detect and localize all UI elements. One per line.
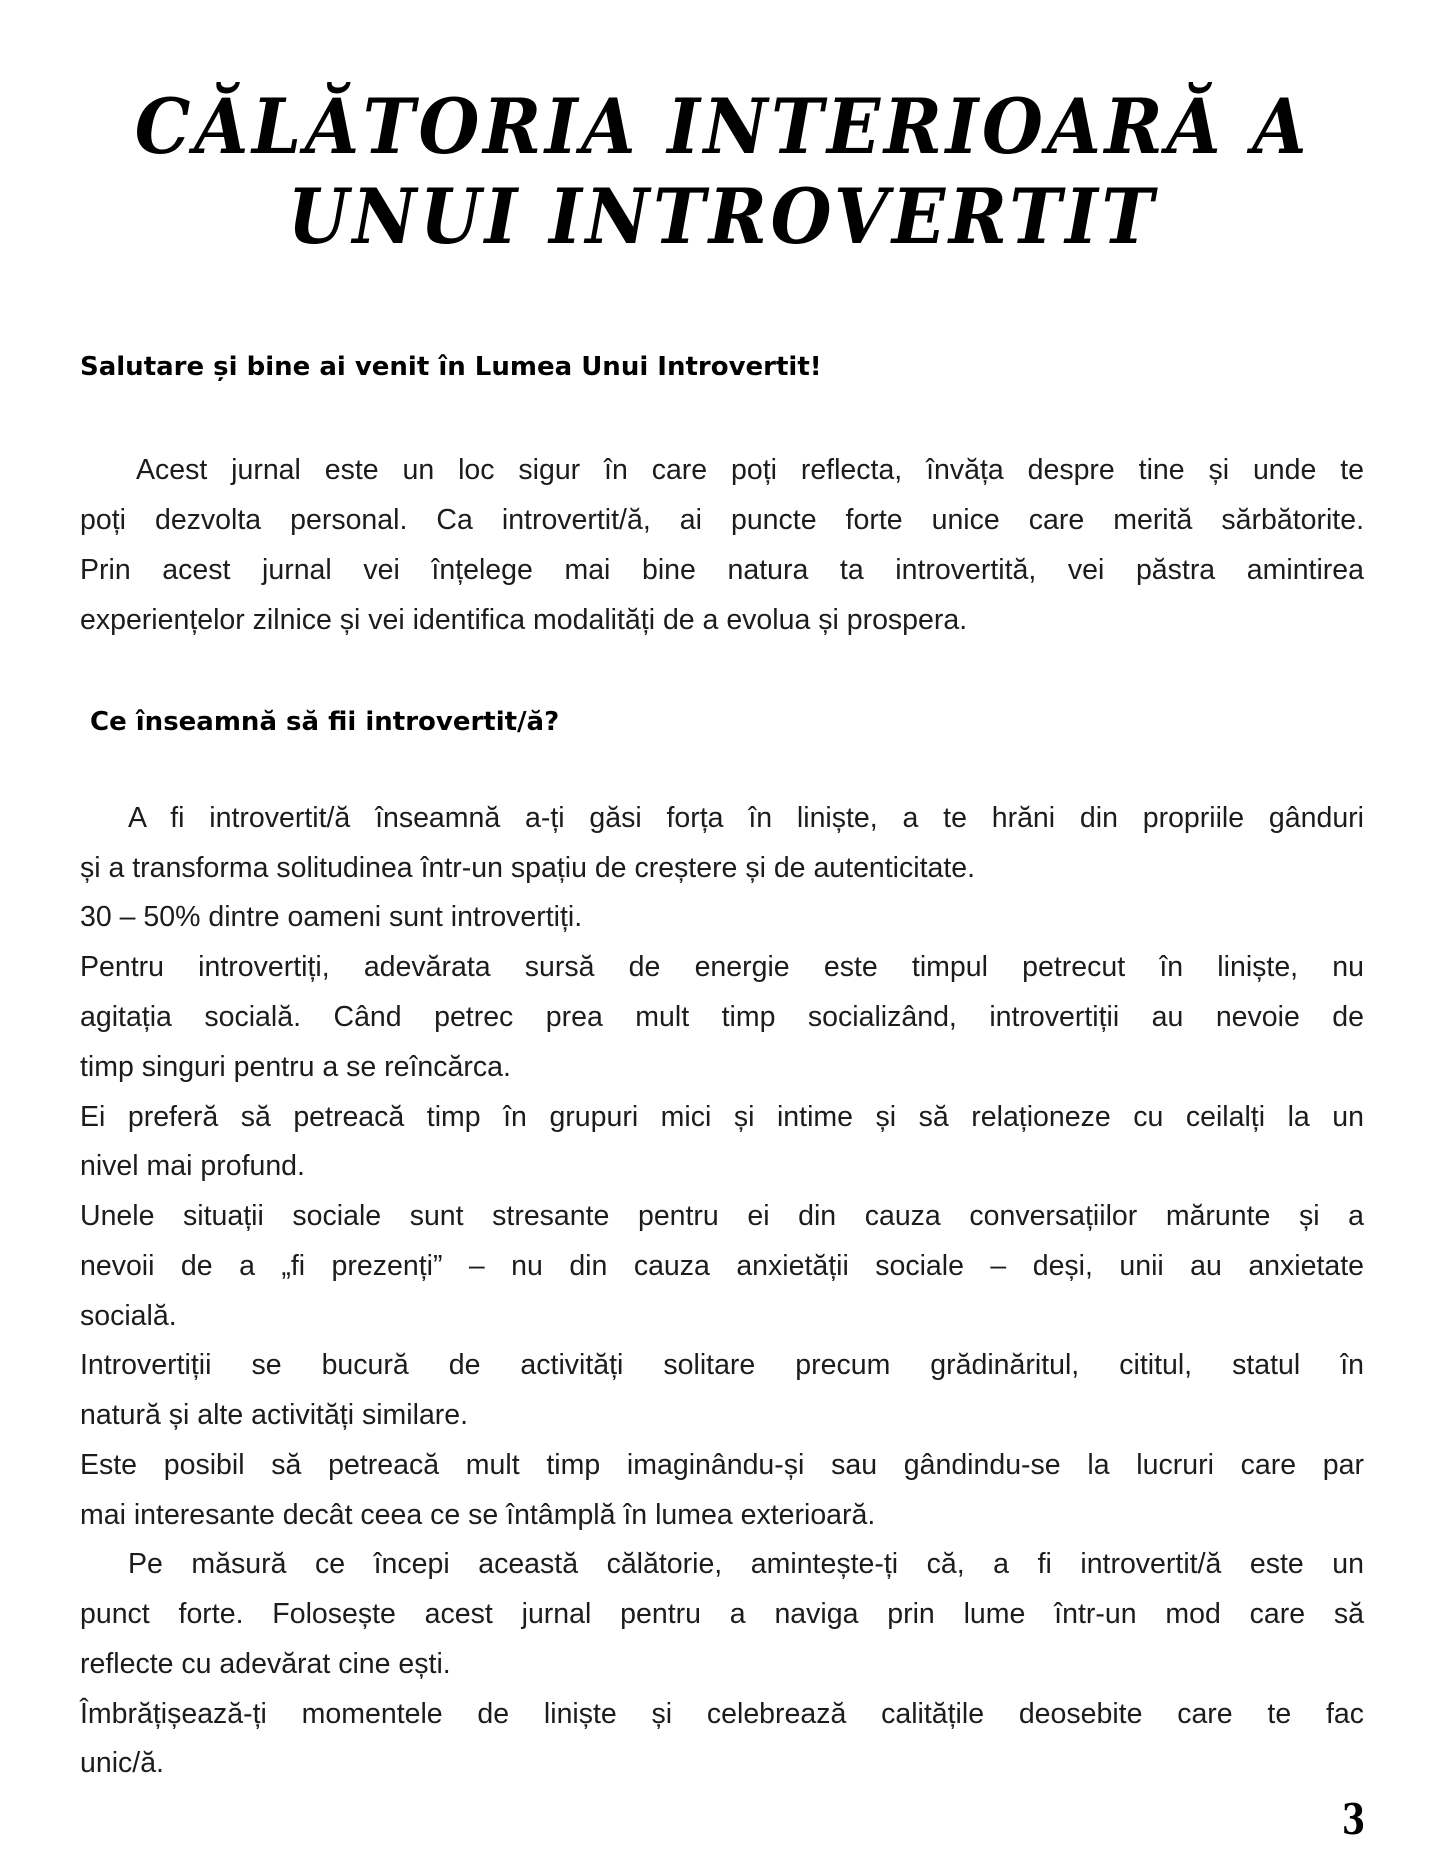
body-line: și a transforma solitudinea într-un spațiu de creștere și de autenticitate. bbox=[80, 852, 976, 884]
intro-line: Prin acest jurnal vei înțelege mai bine natura ta introvertită, vei păstra amintirea bbox=[80, 554, 1364, 586]
body-line: Pe măsură ce începi această călătorie, amintește-ți că, a fi introvertit/ă este un bbox=[128, 1548, 1364, 1580]
title-line: UNUI INTROVERTIT bbox=[287, 172, 1158, 261]
body-line: unic/ă. bbox=[80, 1747, 164, 1779]
body-line: punct forte. Folosește acest jurnal pentru a naviga prin lume într-un mod care să bbox=[80, 1598, 1364, 1630]
body-line: socială. bbox=[80, 1300, 177, 1332]
body-line: A fi introvertit/ă înseamnă a-ți găsi forța în liniște, a te hrăni din propriile gânduri bbox=[128, 802, 1364, 834]
title-line: CĂLĂTORIA INTERIOARĂ A bbox=[134, 82, 1311, 171]
page-title bbox=[58, 82, 1387, 262]
body-line: mai interesante decât ceea ce se întâmplă în lumea exterioară. bbox=[80, 1499, 876, 1531]
body-line: Ei preferă să petreacă timp în grupuri mici și intime și să relaționeze cu ceilalți la un bbox=[80, 1101, 1364, 1133]
body-line: timp singuri pentru a se reîncărca. bbox=[80, 1051, 511, 1083]
intro-line: Acest jurnal este un loc sigur în care poți reflecta, învăța despre tine și unde te bbox=[136, 454, 1364, 486]
page-number: 3 bbox=[1341, 1795, 1365, 1844]
intro-line: experiențelor zilnice și vei identifica modalități de a evolua și prospera. bbox=[80, 604, 968, 636]
body-line: Este posibil să petreacă mult timp imaginându-și sau gândindu-se la lucruri care par bbox=[80, 1449, 1364, 1481]
body-line: reflecte cu adevărat cine ești. bbox=[80, 1648, 451, 1680]
body-line: Îmbrățișează-ți momentele de liniște și celebrează calitățile deosebite care te fac bbox=[80, 1698, 1364, 1730]
body-line: Pentru introvertiți, adevărata sursă de energie este timpul petrecut în liniște, nu bbox=[80, 951, 1364, 983]
intro-line: poți dezvolta personal. Ca introvertit/ă, ai puncte forte unice care merită sărbătorite. bbox=[80, 504, 1364, 536]
body-line: agitația socială. Când petrec prea mult timp socializând, introvertiții au nevoie de bbox=[80, 1001, 1364, 1033]
section-heading: Ce înseamnă să fii introvertit/ă? bbox=[90, 707, 560, 737]
greeting-heading: Salutare și bine ai venit în Lumea Unui Introvertit! bbox=[80, 352, 822, 382]
body-line: nevoii de a „fi prezenți” – nu din cauza anxietății sociale – deși, unii au anxietate bbox=[80, 1250, 1364, 1282]
body-line: Introvertiții se bucură de activități solitare precum grădinăritul, cititul, statul în bbox=[80, 1349, 1364, 1381]
body-line: natură și alte activități similare. bbox=[80, 1399, 469, 1431]
body-line: Unele situații sociale sunt stresante pentru ei din cauza conversațiilor mărunte și a bbox=[80, 1200, 1364, 1232]
body-line: nivel mai profund. bbox=[80, 1150, 305, 1182]
body-line: 30 – 50% dintre oameni sunt introvertiți. bbox=[80, 901, 583, 933]
